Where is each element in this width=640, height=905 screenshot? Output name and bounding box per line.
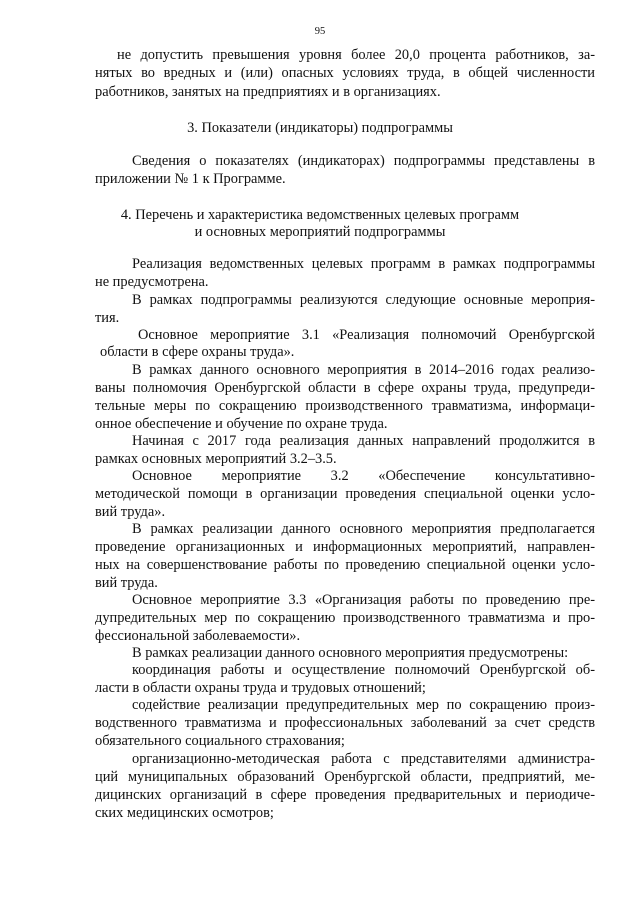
- text-line: содействие реализации предупредительных мер по сокращению произ-: [132, 697, 595, 713]
- text-line: фессиональной заболеваемости».: [95, 628, 301, 644]
- text-line: В рамках подпрограммы реализуются следующие основные мероприя-: [132, 292, 595, 308]
- text-line: ласти в области охраны труда и трудовых отношений;: [95, 680, 426, 696]
- text-line: Основное мероприятие 3.1 «Реализация полномочий Оренбургской: [138, 327, 595, 343]
- section-heading: 4. Перечень и характеристика ведомственных целевых программ: [120, 207, 520, 223]
- text-line: проведение организационных и информационных мероприятий, направлен-: [95, 539, 595, 555]
- text-line: нятых во вредных и (или) опасных условиях труда, в общей численности: [95, 65, 595, 81]
- text-line: Основное мероприятие 3.3 «Организация работы по проведению пре-: [132, 592, 595, 608]
- text-line: дупредительных мер по сокращению производственного травматизма и про-: [95, 610, 595, 626]
- text-line: методической помощи в организации проведения специальной оценки усло-: [95, 486, 595, 502]
- text-line: не допустить превышения уровня более 20,0 процента работников, за-: [117, 47, 595, 63]
- text-line: ваны полномочия Оренбургской области в сфере охраны труда, предупреди-: [95, 380, 595, 396]
- text-line: В рамках данного основного мероприятия в 2014–2016 годах реализо-: [132, 362, 595, 378]
- text-line: ных на совершенствование работы по проведению специальной оценки усло-: [95, 557, 595, 573]
- text-line: онное обеспечение и обучение по охране труда.: [95, 416, 388, 432]
- text-line: не предусмотрена.: [95, 274, 209, 290]
- section-heading: и основных мероприятий подпрограммы: [194, 224, 446, 240]
- text-line: В рамках реализации данного основного мероприятия предполагается: [132, 521, 595, 537]
- text-line: обязательного социального страхования;: [95, 733, 345, 749]
- text-line: дицинских организаций в сфере проведения предварительных и периодиче-: [95, 787, 595, 803]
- text-line: Сведения о показателях (индикаторах) подпрограммы представлены в: [132, 153, 595, 169]
- text-line: Основное мероприятие 3.2 «Обеспечение консультативно-: [132, 468, 595, 484]
- text-line: координация работы и осуществление полномочий Оренбургской об-: [132, 662, 595, 678]
- text-line: ций муниципальных образований Оренбургской области, предприятий, ме-: [95, 769, 595, 785]
- section-heading: 3. Показатели (индикаторы) подпрограммы: [187, 120, 453, 136]
- text-line: тия.: [95, 310, 120, 326]
- text-line: области в сфере охраны труда».: [100, 344, 295, 360]
- text-line: вий труда».: [95, 504, 166, 520]
- text-line: Начиная с 2017 года реализация данных направлений продолжится в: [132, 433, 595, 449]
- text-line: вий труда.: [95, 575, 158, 591]
- text-line: ских медицинских осмотров;: [95, 805, 274, 821]
- text-line: приложении № 1 к Программе.: [95, 171, 286, 187]
- text-line: работников, занятых на предприятиях и в организациях.: [95, 84, 441, 100]
- text-line: водственного травматизма и профессиональных заболеваний за счет средств: [95, 715, 595, 731]
- text-line: В рамках реализации данного основного мероприятия предусмотрены:: [132, 645, 569, 661]
- page-number: 95: [314, 26, 326, 37]
- text-line: организационно-методическая работа с представителями администра-: [132, 751, 595, 767]
- text-line: Реализация ведомственных целевых программ в рамках подпрограммы: [132, 256, 595, 272]
- text-line: тельные меры по сокращению производственного травматизма, информаци-: [95, 398, 595, 414]
- text-line: рамках основных мероприятий 3.2–3.5.: [95, 451, 337, 467]
